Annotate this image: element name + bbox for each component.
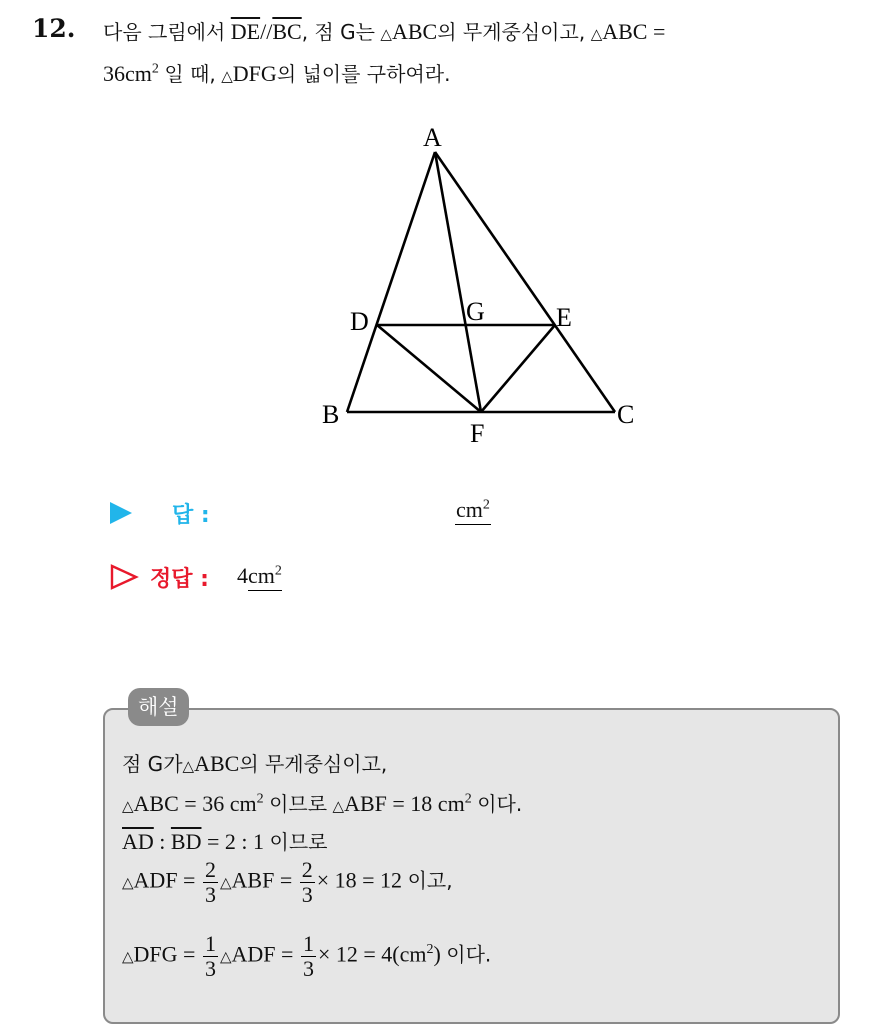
q-text: , 점 G	[301, 20, 356, 44]
outline-triangle-icon	[110, 564, 140, 590]
segment-bc: $\overline{BC}$	[272, 19, 302, 44]
triangle-icon: △	[122, 799, 134, 815]
ex-text: 이고,	[407, 868, 453, 893]
ex-text: 이다.	[446, 942, 492, 967]
q-text: 는	[355, 20, 375, 44]
correct-unit	[248, 563, 282, 591]
ex-text: 의 무게중심이고,	[239, 752, 388, 776]
triangle-icon: △	[221, 69, 233, 85]
correct-answer-label: 정답 :	[150, 567, 209, 592]
label-d: D	[350, 307, 369, 336]
explanation-line5	[122, 932, 491, 981]
triangle-icon: △	[332, 799, 345, 815]
ex-text: = 2 : 1	[201, 829, 264, 854]
superscript: 2	[274, 563, 282, 579]
answer-unit[interactable]	[455, 498, 491, 525]
ex-text: )	[433, 941, 441, 967]
fraction: $\frac{2}{3}$	[204, 857, 216, 907]
segment-ad: $\overline{AD}$	[122, 829, 154, 854]
ex-text: :	[153, 829, 171, 854]
edge-ac	[435, 152, 615, 412]
ex-text: ADF =	[133, 867, 196, 893]
ex-text: 이므로	[269, 792, 328, 816]
ex-text: ABC	[194, 751, 240, 776]
edge-ab	[347, 152, 435, 412]
superscript: 2	[151, 61, 159, 77]
area-value: 36cm	[103, 61, 152, 86]
ex-text: ADF =	[231, 941, 294, 967]
superscript: 2	[482, 497, 490, 513]
explanation-line3	[122, 826, 327, 855]
ex-text: × 18 = 12	[316, 867, 403, 893]
ex-text: ABF =	[231, 867, 293, 893]
segment-bd: $\overline{BD}$	[170, 829, 202, 854]
question-number: 12.	[32, 14, 76, 43]
triangle-icon: △	[219, 875, 232, 892]
ex-text: 가	[163, 752, 183, 776]
correct-answer-value	[237, 563, 282, 589]
answer-label: 답 :	[172, 503, 210, 528]
triangle-icon: △	[122, 949, 134, 966]
triangle-icon: △	[380, 27, 392, 43]
q-text: 의 넓이를 구하여라.	[276, 62, 451, 86]
fraction: $\frac{2}{3}$	[301, 857, 313, 907]
label-c: C	[617, 400, 635, 429]
segment-df	[377, 325, 481, 412]
tri-dfg: DFG	[232, 61, 277, 86]
correct-unit-text: cm	[248, 563, 275, 588]
triangle-icon: △	[590, 27, 603, 43]
tri-abc: ABC	[391, 19, 438, 44]
label-a: A	[423, 123, 442, 152]
ex-text: 점 G	[122, 752, 164, 776]
q-text: 일 때,	[164, 62, 216, 86]
ex-text: ABF = 18 cm	[344, 791, 465, 816]
median-af	[435, 152, 481, 412]
superscript: 2	[256, 791, 264, 807]
correct-number: 4	[237, 563, 248, 588]
ex-text: 이므로	[269, 830, 328, 854]
ex-text: 이다.	[477, 792, 523, 816]
play-triangle-icon	[110, 502, 132, 524]
ex-text: × 12 = 4(cm	[317, 941, 427, 967]
ex-text: DFG =	[133, 941, 196, 967]
ex-text: ABC = 36 cm	[133, 791, 257, 816]
parallel-sign: //	[260, 19, 273, 44]
explanation-line4	[122, 858, 453, 907]
q-text: 다음 그림에서	[103, 20, 226, 44]
q-text: 의 무게중심이고,	[437, 20, 586, 44]
answer-unit-text: cm	[456, 497, 483, 522]
triangle-icon: △	[219, 949, 232, 966]
explanation-line1	[122, 748, 387, 777]
segment-ef	[481, 325, 555, 412]
segment-de: $\overline{DE}$	[230, 19, 261, 44]
triangle-icon: △	[182, 759, 195, 775]
label-e: E	[556, 303, 572, 332]
superscript: 2	[464, 791, 472, 807]
label-g: G	[466, 297, 485, 326]
triangle-figure	[0, 0, 884, 470]
explanation-tab: 해설	[128, 688, 189, 726]
superscript: 2	[426, 942, 434, 958]
q-text: ABC =	[602, 19, 666, 44]
fraction: $\frac{1}{3}$	[302, 931, 314, 981]
triangle-icon: △	[122, 875, 134, 892]
label-f: F	[470, 419, 485, 448]
label-b: B	[322, 400, 340, 429]
fraction: $\frac{1}{3}$	[204, 931, 216, 981]
explanation-line2	[122, 788, 522, 817]
